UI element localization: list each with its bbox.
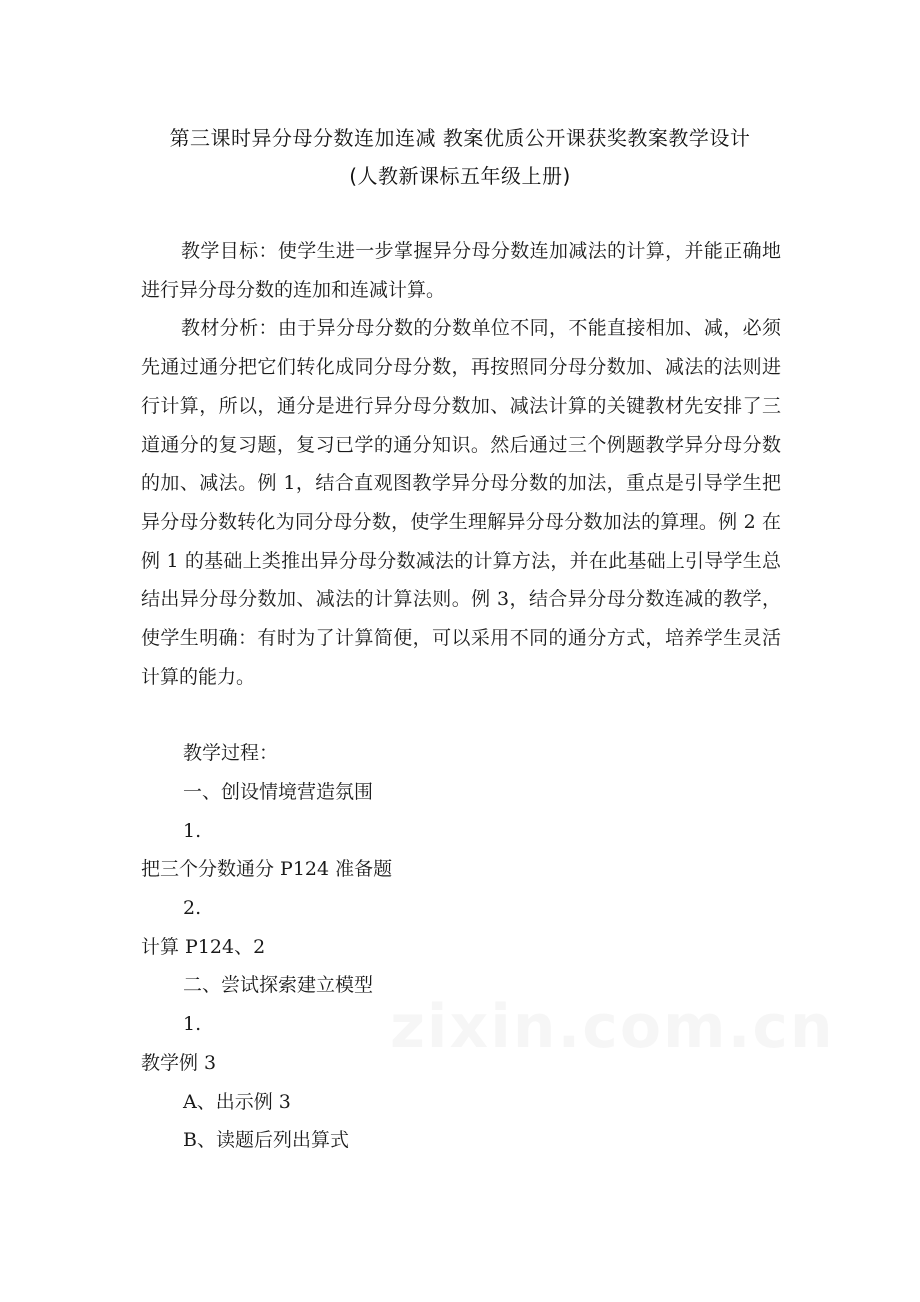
sub-item-a: A、出示例 3	[183, 1091, 291, 1113]
paragraph-material-analysis: 教材分析：由于异分母分数的分数单位不同，不能直接相加、减，必须先通过通分把它们转化成同分母分数，再按照同分母分数加、减法的法则进行计算，所以，通分是进行异分母分数加、减法计算的关键教材先安排了三道通分的复习题，复习已学的通分知识。然后通过三个例题教学异分母分数的加、减法。例 1，结合直观图教学异分母分数的加法，重点是引导学生把异分母分数转化为同分母分数，使学生理解异分母分数加法的算理。例 2 在例 1 的基础上类推出异分母分数减法的计算方法，并在此基础上引导学生总结出异分母分数加、减法的计算法则。例 3，结合异分母分数连减的教学，使学生明确：有时为了计算简便，可以采用不同的通分方式，培养学生灵活计算的能力。	[141, 317, 781, 688]
list-item: 教学例 3	[141, 1052, 217, 1074]
document-body	[141, 232, 781, 696]
list-number: 2.	[183, 897, 202, 919]
watermark	[390, 992, 835, 1062]
list-item: 计算 P124、2	[141, 936, 266, 958]
process-heading: 教学过程：	[183, 742, 279, 764]
list-item: 把三个分数通分 P124 准备题	[141, 858, 393, 880]
list-number: 1.	[183, 1013, 202, 1035]
section-heading-1: 一、创设情境营造氛围	[183, 781, 374, 803]
list-number: 1.	[183, 820, 202, 842]
document-title: 第三课时异分母分数连加连减 教案优质公开课获奖教案教学设计	[169, 126, 751, 150]
section-heading-2: 二、尝试探索建立模型	[183, 974, 374, 996]
document-subtitle: (人教新课标五年级上册)	[349, 164, 571, 188]
sub-item-b: B、读题后列出算式	[183, 1129, 349, 1151]
paragraph-teaching-goal: 教学目标：使学生进一步掌握异分母分数连加减法的计算，并能正确地进行异分母分数的连加和连减计算。	[141, 240, 781, 301]
